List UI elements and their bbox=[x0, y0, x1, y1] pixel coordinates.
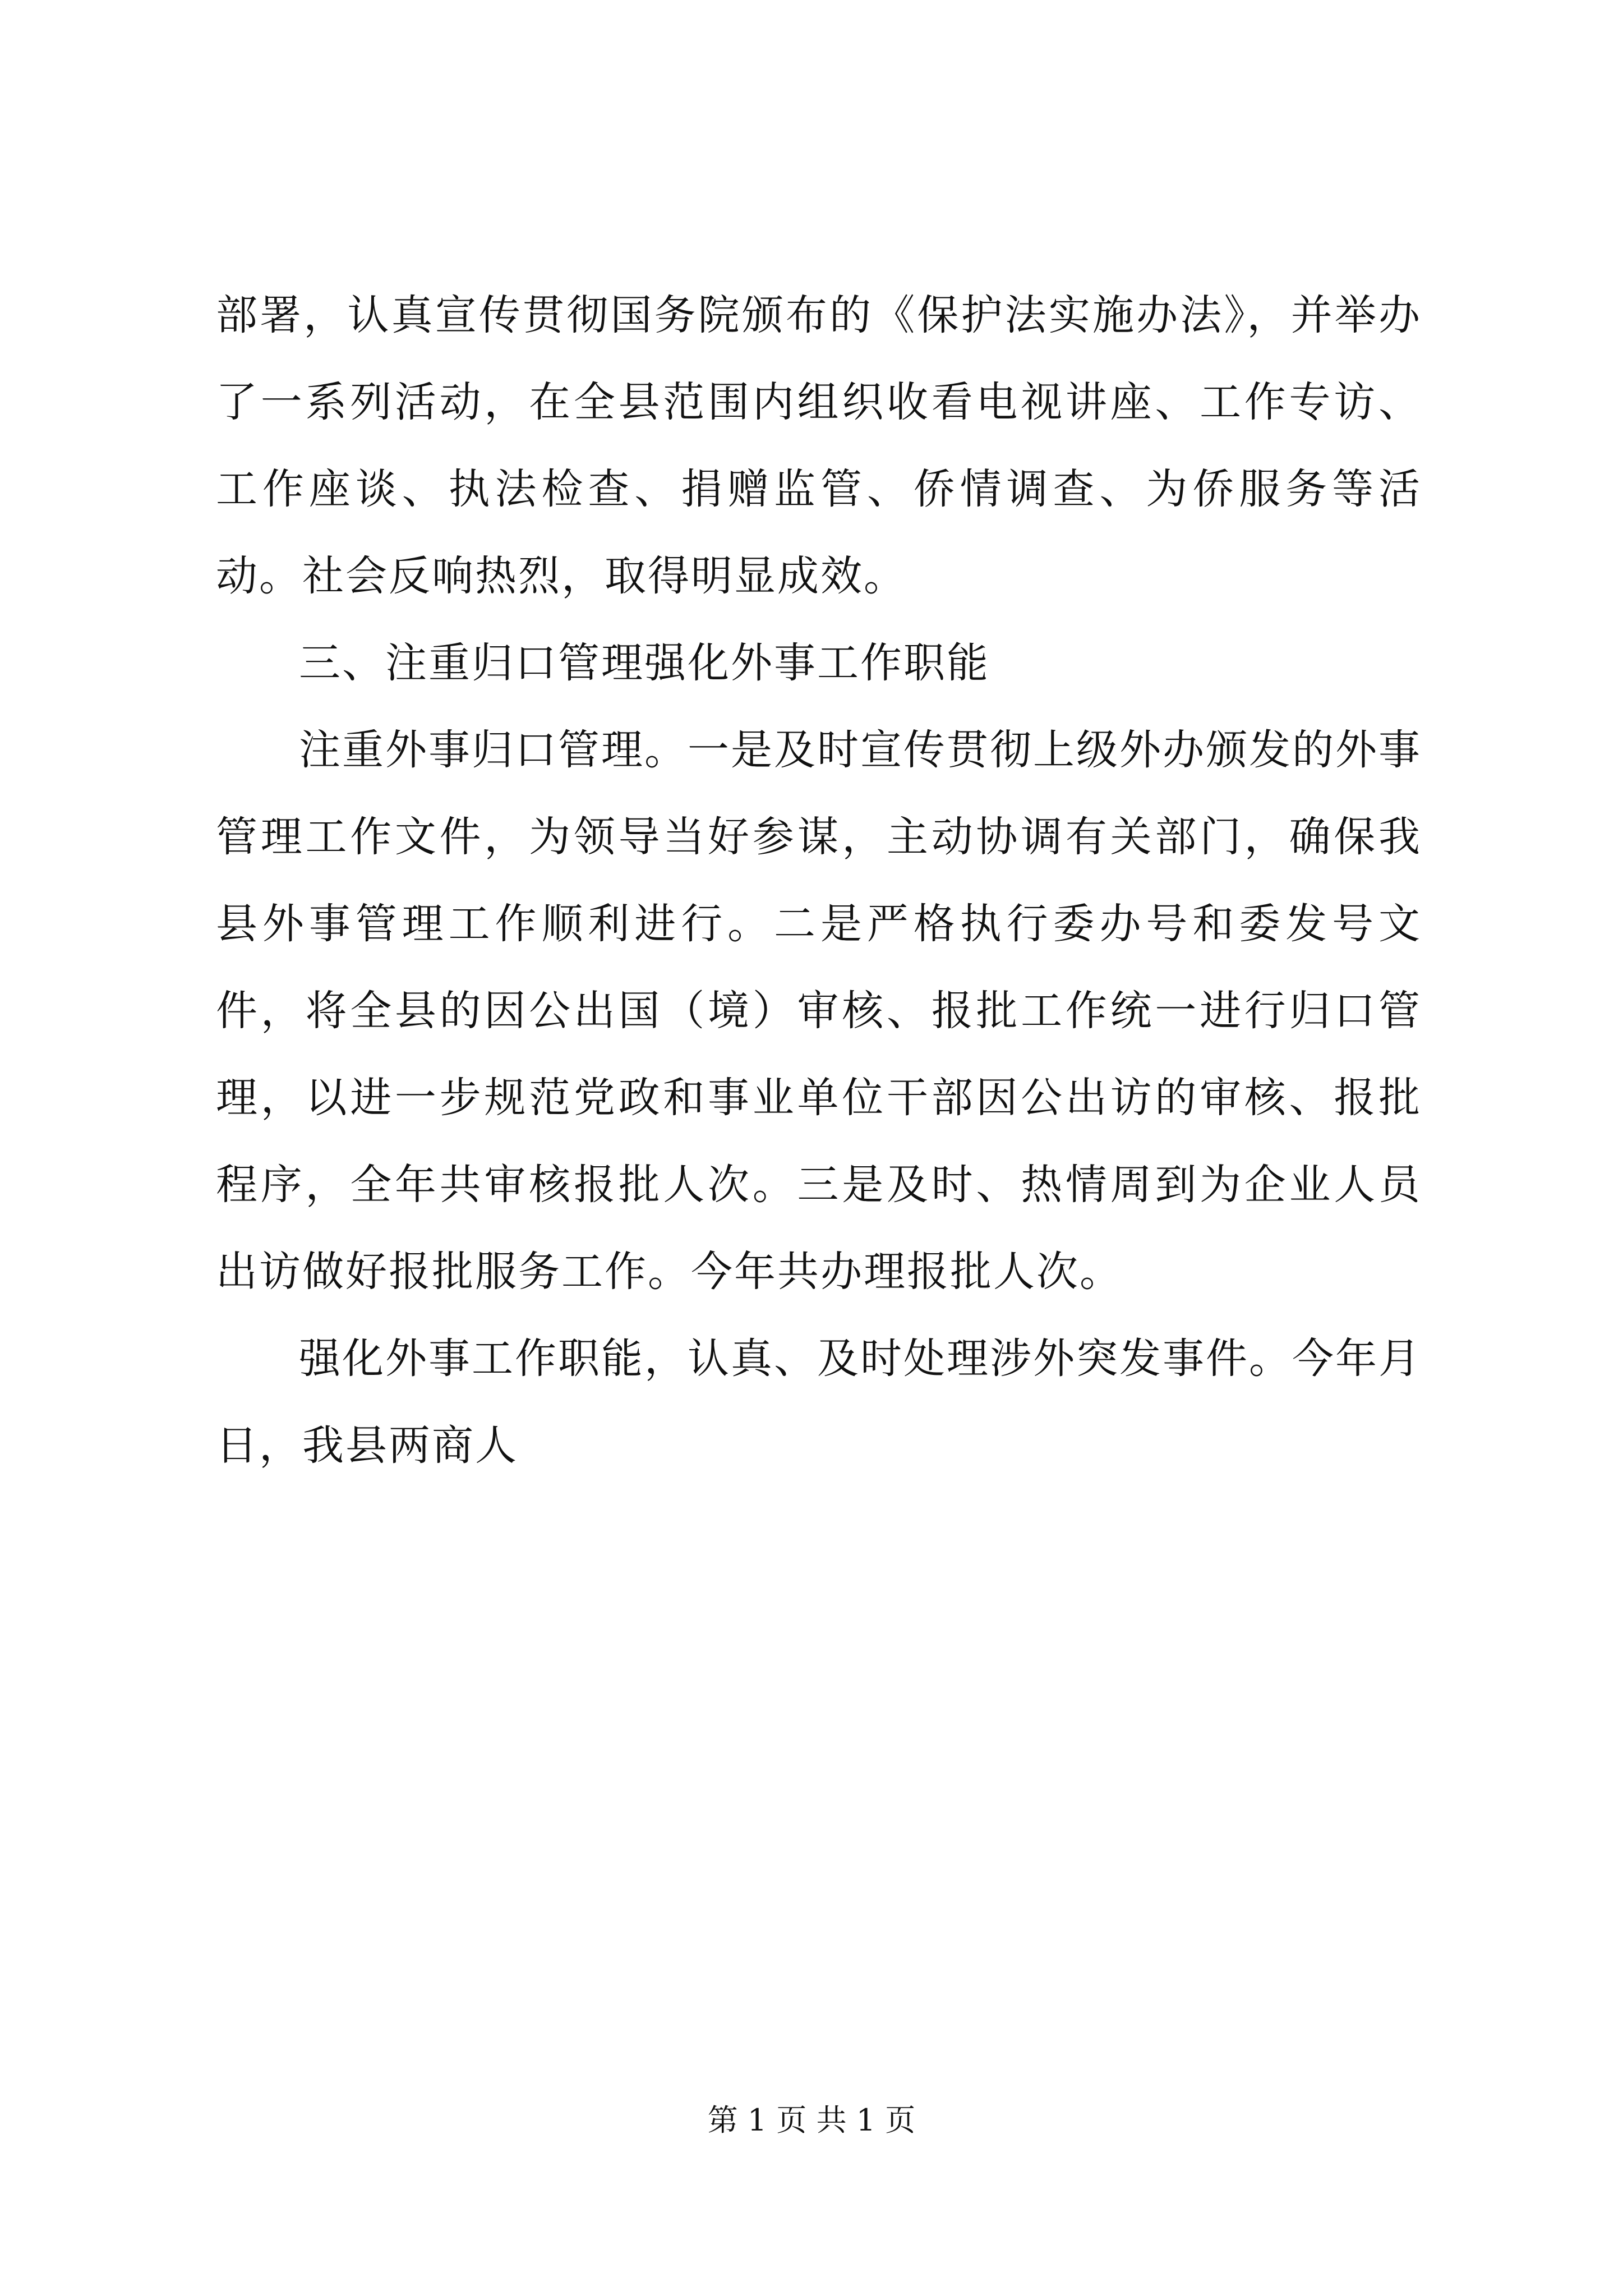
paragraph-continuation: 部署，认真宣传贯彻国务院颁布的《保护法实施办法》，并举办了一系列活动，在全县范围内组织收看电视讲座、工作专访、工作座谈、执法检查、捐赠监管、侨情调查、为侨服务等活动。社会反响热烈，取得明显成效。 bbox=[216, 291, 1422, 600]
paragraph-functions: 强化外事工作职能，认真、及时处理涉外突发事件。今年月日，我县两商人 bbox=[216, 1335, 1422, 1470]
paragraph-management: 注重外事归口管理。一是及时宣传贯彻上级外办颁发的外事管理工作文件，为领导当好参谋，主动协调有关部门，确保我县外事管理工作顺利进行。二是严格执行委办号和委发号文件，将全县的因公出国（境）审核、报批工作统一进行归口管理，以进一步规范党政和事业单位干部因公出访的审核、报批程序，全年共审核报批人次。三是及时、热情周到为企业人员出访做好报批服务工作。今年共办理报批人次。 bbox=[216, 726, 1422, 1296]
page-footer: 第 1 页 共 1 页 bbox=[707, 2102, 916, 2138]
document-body bbox=[216, 272, 1422, 1489]
section-heading: 三、注重归口管理强化外事工作职能 bbox=[299, 639, 990, 687]
